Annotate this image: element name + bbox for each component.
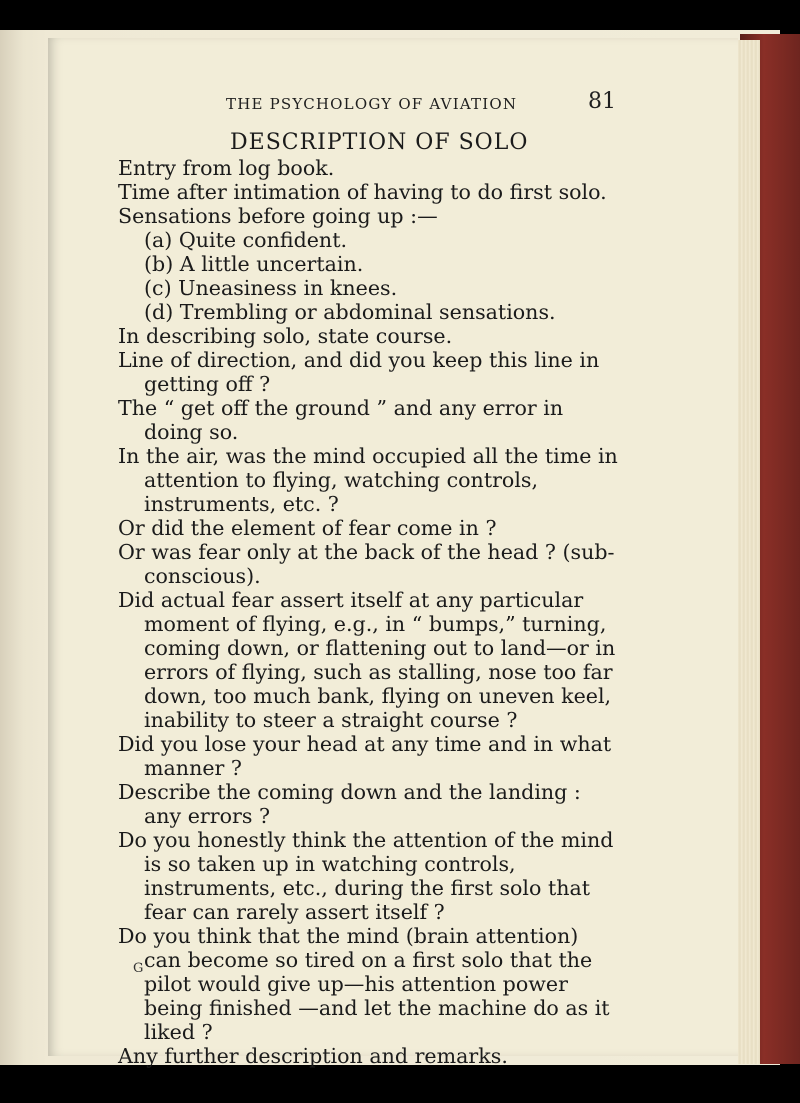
question-line: Time after intimation of having to do first solo. <box>118 180 607 204</box>
question-line: In describing solo, state course. <box>118 324 453 348</box>
sensation-item: (c) Uneasiness in knees. <box>144 276 398 300</box>
question-line: Do you think that the mind (brain attention) can become so tired on a first solo that the pilot would give up—his attention power being finished —and let the machine do as it liked ? <box>118 924 610 1044</box>
question-line: Describe the coming down and the landing : any errors ? <box>118 780 581 828</box>
sensation-item: (a) Quite confident. <box>144 228 348 252</box>
sensation-item: (b) A little uncertain. <box>144 252 364 276</box>
question-line: The “ get off the ground ” and any error in doing so. <box>118 396 564 444</box>
question-line: In the air, was the mind occupied all the time in attention to flying, watching controls, instruments, etc. ? <box>118 444 618 516</box>
question-line: Line of direction, and did you keep this line in getting off ? <box>118 348 600 396</box>
sensation-item: (d) Trembling or abdominal sensations. <box>144 300 556 324</box>
signature-mark: G <box>133 961 144 976</box>
question-line: Do you honestly think the attention of the mind is so taken up in watching controls, instruments, etc., during the first solo that fear can rarely assert itself ? <box>118 828 614 924</box>
running-header: THE PSYCHOLOGY OF AVIATION <box>226 95 518 113</box>
question-line: Entry from log book. <box>118 156 335 180</box>
question-line: Did you lose your head at any time and in what manner ? <box>118 732 612 780</box>
question-line: Did actual fear assert itself at any particular moment of flying, e.g., in “ bumps,” turning, coming down, or flattening out to land—or in errors of flying, such as stalling, nose too far down, too much bank, flying on uneven keel, inability to steer a straight course ? <box>118 588 616 732</box>
body-text <box>118 156 618 1068</box>
question-line: Any further description and remarks. <box>118 1044 508 1068</box>
question-line: Or did the element of fear come in ? <box>118 516 497 540</box>
section-title: DESCRIPTION OF SOLO <box>230 130 529 155</box>
page-number: 81 <box>588 89 616 114</box>
question-line: Sensations before going up :— <box>118 204 438 228</box>
page-edges <box>738 40 760 1064</box>
question-line: Or was fear only at the back of the head ? (sub-conscious). <box>118 540 615 588</box>
